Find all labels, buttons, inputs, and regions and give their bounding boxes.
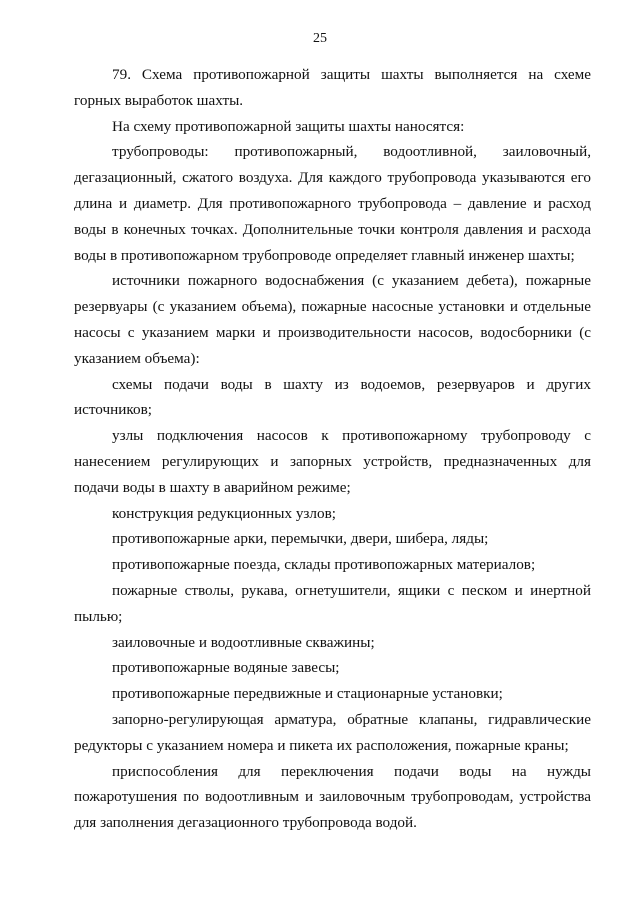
paragraph-fire-trains: противопожарные поезда, склады противопожарных материалов; [112, 556, 536, 574]
paragraph-installations: противопожарные передвижные и стационарные установки; [112, 685, 503, 703]
paragraph-item-79: 79. Схема противопожарной защиты шахты выполняется на схеме горных выработок шахты. [74, 66, 591, 109]
document-body [74, 62, 591, 836]
paragraph-water-curtains: противопожарные водяные завесы; [112, 659, 340, 677]
paragraph-water-supply-schemes: схемы подачи воды в шахту из водоемов, резервуаров и других источников; [74, 375, 591, 419]
paragraph-pump-connections: узлы подключения насосов к противопожарному трубопроводу с нанесением регулирующих и запорных устройств, предназначенных для подачи воды в шахту в аварийном режиме; [74, 427, 591, 496]
paragraph-water-sources: источники пожарного водоснабжения (с указанием дебета), пожарные резервуары (с указанием объема), пожарные насосные установки и отдельные насосы с указанием марки и производительности насосов, водосборники (с указанием объема): [74, 272, 591, 367]
paragraph-wells: заиловочные и водоотливные скважины; [112, 633, 375, 651]
paragraph-fire-arches: противопожарные арки, перемычки, двери, шибера, ляды; [112, 530, 489, 548]
paragraph-switching-devices: приспособления для переключения подачи воды на нужды пожаротушения по водоотливным и заиловочным трубопроводам, устройства для заполнения дегазационного трубопровода водой. [74, 762, 591, 832]
paragraph-fire-hoses: пожарные стволы, рукава, огнетушители, ящики с песком и инертной пылью; [74, 581, 591, 625]
page-number: 25 [313, 31, 327, 46]
paragraph-reduction-units: конструкция редукционных узлов; [112, 504, 336, 522]
paragraph-valves: запорно-регулирующая арматура, обратные клапаны, гидравлические редукторы с указанием номера и пикета их расположения, пожарные краны; [74, 710, 591, 754]
paragraph-intro: На схему противопожарной защиты шахты наносятся: [112, 117, 465, 135]
paragraph-pipelines: трубопроводы: противопожарный, водоотливной, заиловочный, дегазационный, сжатого воздуха. Для каждого трубопровода указываются его длина и диаметр. Для противопожарного трубопровода – давление и расход воды в конечных точках. Дополнительные точки контроля давления и расхода воды в противопожарном трубопроводе определяет главный инженер шахты; [74, 143, 591, 264]
